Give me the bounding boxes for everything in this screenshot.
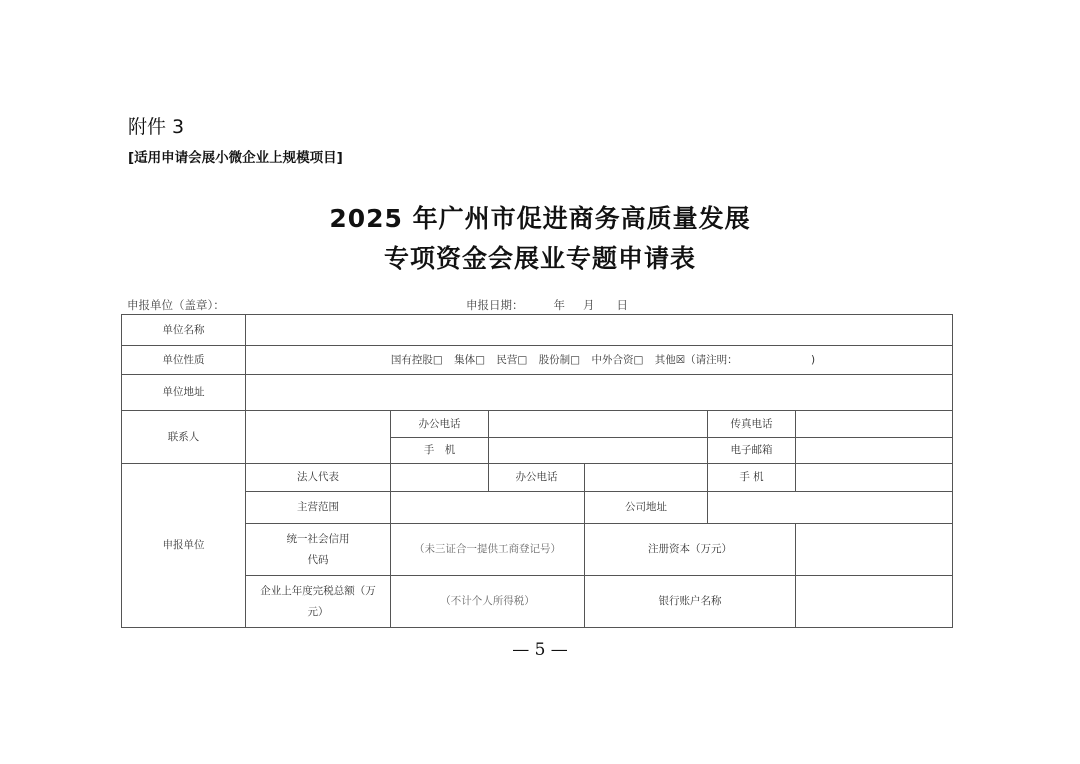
legal-mobile-label: 手 机 bbox=[708, 464, 796, 492]
tax-total-label-line2: 元） bbox=[307, 605, 329, 618]
nature-option-joint-venture[interactable]: 中外合资□ bbox=[591, 353, 644, 366]
date-month: 月 bbox=[583, 298, 595, 312]
contact-mobile-label: 手 机 bbox=[391, 438, 489, 464]
unit-address-label: 单位地址 bbox=[122, 375, 246, 411]
unit-nature-label: 单位性质 bbox=[122, 346, 246, 375]
fax-label: 传真电话 bbox=[708, 411, 796, 438]
unit-name-label: 单位名称 bbox=[122, 315, 246, 346]
tax-total-field[interactable]: （不计个人所得税） bbox=[391, 576, 585, 628]
credit-code-label-line1: 统一社会信用 bbox=[286, 532, 350, 545]
nature-option-joint-stock[interactable]: 股份制□ bbox=[538, 353, 581, 366]
page-number: — 5 — bbox=[512, 640, 568, 660]
company-address-label: 公司地址 bbox=[585, 492, 708, 524]
bank-account-field[interactable] bbox=[796, 576, 953, 628]
contact-office-phone-field[interactable] bbox=[489, 411, 708, 438]
nature-option-collective[interactable]: 集体□ bbox=[454, 353, 486, 366]
unit-address-field[interactable] bbox=[246, 375, 953, 411]
contact-office-phone-label: 办公电话 bbox=[391, 411, 489, 438]
bank-account-label: 银行账户名称 bbox=[585, 576, 796, 628]
nature-option-close: ) bbox=[810, 353, 816, 366]
unit-nature-options[interactable] bbox=[246, 346, 953, 375]
credit-code-label bbox=[246, 524, 391, 576]
legal-mobile-field[interactable] bbox=[796, 464, 953, 492]
contact-mobile-field[interactable] bbox=[489, 438, 708, 464]
contact-label: 联系人 bbox=[122, 411, 246, 464]
applicant-stamp-label: 申报单位（盖章）： bbox=[127, 298, 225, 312]
company-address-field[interactable] bbox=[708, 492, 953, 524]
email-label: 电子邮箱 bbox=[708, 438, 796, 464]
applicant-unit-label: 申报单位 bbox=[122, 464, 246, 628]
date-day: 日 bbox=[616, 298, 628, 312]
registered-capital-label: 注册资本（万元） bbox=[585, 524, 796, 576]
tax-total-label bbox=[246, 576, 391, 628]
contact-field[interactable] bbox=[246, 411, 391, 464]
nature-option-state[interactable]: 国有控股□ bbox=[390, 353, 443, 366]
legal-rep-field[interactable] bbox=[391, 464, 489, 492]
annex-label: 附件 3 bbox=[128, 116, 185, 138]
nature-option-other[interactable]: 其他☒（请注明： bbox=[654, 353, 738, 366]
nature-option-private[interactable]: 民营□ bbox=[496, 353, 528, 366]
credit-code-field[interactable]: （未三证合一提供工商登记号） bbox=[391, 524, 585, 576]
date-year: 年 bbox=[553, 298, 565, 312]
scope-note: [适用申请会展小微企业上规模项目] bbox=[128, 150, 343, 166]
business-scope-label: 主营范围 bbox=[246, 492, 391, 524]
application-form-table bbox=[121, 314, 953, 628]
unit-name-field[interactable] bbox=[246, 315, 953, 346]
registered-capital-field[interactable] bbox=[796, 524, 953, 576]
document-title-line2: 专项资金会展业专题申请表 bbox=[383, 244, 696, 273]
credit-code-label-line2: 代码 bbox=[307, 553, 329, 566]
tax-total-label-line1: 企业上年度完税总额（万 bbox=[260, 584, 376, 597]
email-field[interactable] bbox=[796, 438, 953, 464]
date-label: 申报日期： bbox=[466, 298, 524, 312]
fax-field[interactable] bbox=[796, 411, 953, 438]
business-scope-field[interactable] bbox=[391, 492, 585, 524]
legal-office-phone-label: 办公电话 bbox=[489, 464, 585, 492]
legal-rep-label: 法人代表 bbox=[246, 464, 391, 492]
application-date bbox=[466, 297, 628, 313]
document-title-line1: 2025 年广州市促进商务高质量发展 bbox=[329, 204, 751, 233]
legal-office-phone-field[interactable] bbox=[585, 464, 708, 492]
